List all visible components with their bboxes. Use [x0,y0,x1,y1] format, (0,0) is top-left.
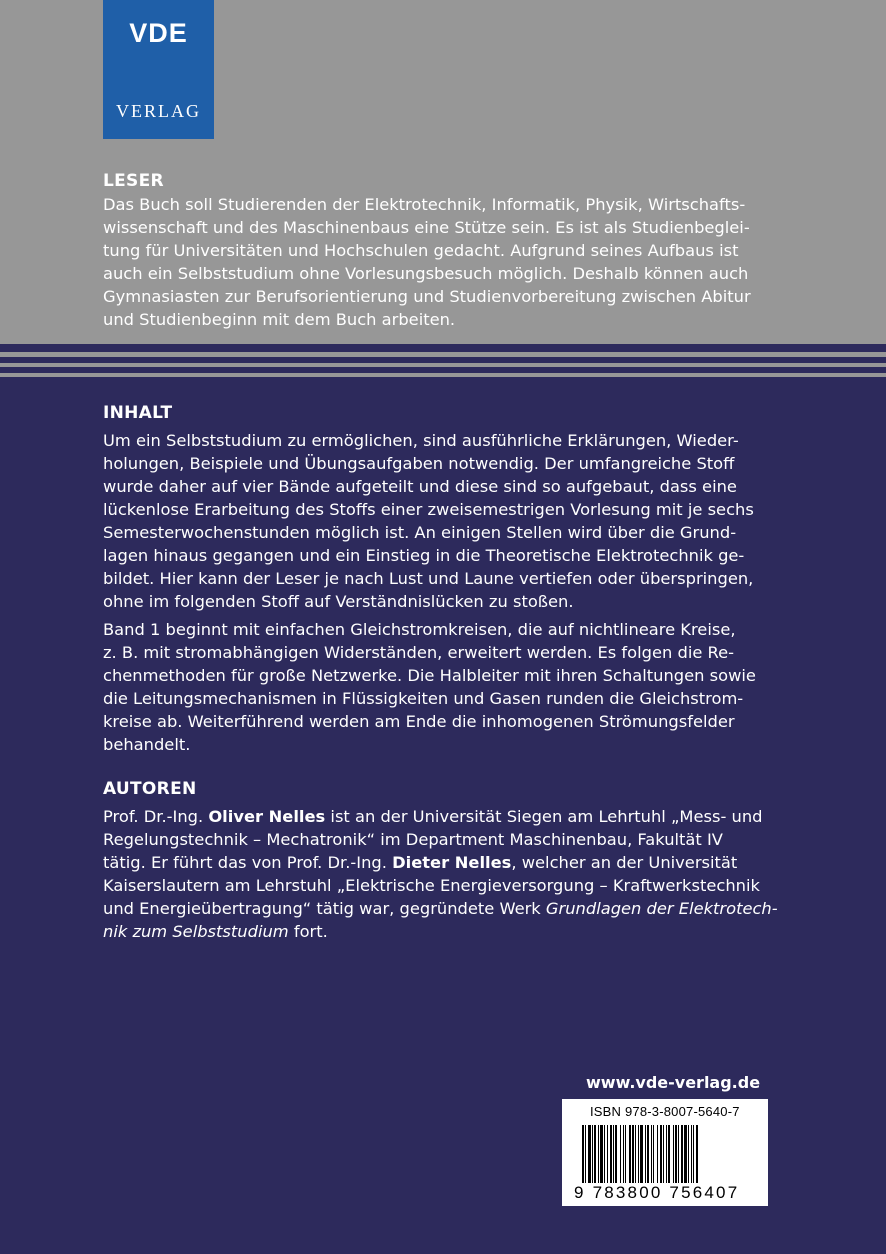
isbn-barcode [562,1099,768,1206]
autoren-heading: AUTOREN [103,779,197,799]
text-line: Kaiserslautern am Lehrstuhl „Elektrische Energieversorgung – Kraftwerkstechnik [103,876,760,895]
text-line: und Studienbeginn mit dem Buch arbeiten. [103,310,456,329]
text-line: und Energieübertragung“ tätig war, gegründete Werk Grundlagen der Elektrotech- [103,899,778,918]
barcode-bar [668,1125,670,1183]
barcode-bar [645,1125,646,1183]
text-line: chenmethoden für große Netzwerke. Die Halbleiter mit ihren Schaltungen sowie [103,666,756,685]
barcode-bar [666,1125,667,1183]
barcode-bar [623,1125,624,1183]
inhalt-heading: INHALT [103,403,173,423]
vde-verlag-logo [103,0,214,139]
barcode-bar [678,1125,679,1183]
barcode-bar [684,1125,687,1183]
barcode-bar [607,1125,608,1183]
barcode-bar [696,1125,698,1183]
barcode-bar [615,1125,617,1183]
barcode-bar [640,1125,643,1183]
barcode-bar [598,1125,599,1183]
text-line: nik zum Selbststudium fort. [103,922,328,941]
barcode-bar [635,1125,636,1183]
isbn-text: ISBN 978-3-8007-5640-7 [590,1104,740,1119]
barcode-bar [691,1125,692,1183]
barcode-bar [629,1125,631,1183]
text-line: holungen, Beispiele und Übungsaufgaben notwendig. Der umfangreiche Stoff [103,454,735,473]
author-name: Oliver Nelles [208,807,326,826]
text-line: Um ein Selbststudium zu ermöglichen, sind ausführliche Erklärungen, Wieder- [103,431,739,450]
text-line: kreise ab. Weiterführend werden am Ende die inhomogenen Strömungsfelder [103,712,735,731]
barcode-bar [588,1125,591,1183]
barcode-bar [582,1125,584,1183]
text-line: Band 1 beginnt mit einfachen Gleichstromkreisen, die auf nichtlineare Kreise, [103,620,736,639]
text-line: tung für Universitäten und Hochschulen gedacht. Aufgrund seines Aufbaus ist [103,241,739,260]
barcode-bar [660,1125,662,1183]
text-line: tätig. Er führt das von Prof. Dr.-Ing. Dieter Nelles, welcher an der Universität [103,853,738,872]
barcode-bar [688,1125,689,1183]
logo-vde-text: VDE [129,18,188,48]
barcode-bar [600,1125,603,1183]
text-line: wissenschaft und des Maschinenbaus eine Stütze sein. Es ist als Studienbeglei- [103,218,750,237]
text-line: Das Buch soll Studierenden der Elektrotechnik, Informatik, Physik, Wirtschafts- [103,195,746,214]
barcode-bar [585,1125,586,1183]
text-line: Semesterwochenstunden möglich ist. An einigen Stellen wird über die Grund- [103,523,737,542]
text-line: ohne im folgenden Stoff auf Verständnislücken zu stoßen. [103,592,574,611]
book-title: nik zum Selbststudium [103,922,289,941]
author-name: Dieter Nelles [392,853,512,872]
book-title: Grundlagen der Elektrotech- [545,899,778,918]
text-line: Prof. Dr.-Ing. Oliver Nelles ist an der Universität Siegen am Lehrtuhl „Mess- und [103,807,763,826]
leser-heading: LESER [103,171,164,191]
barcode-bar [592,1125,593,1183]
barcode-bar [693,1125,694,1183]
barcode-bar [632,1125,634,1183]
text-line: lückenlose Erarbeitung des Stoffs einer zweisemestrigen Vorlesung mit je sechs [103,500,754,519]
barcode-bars [582,1125,758,1183]
barcode-bar [625,1125,626,1183]
barcode-bar [638,1125,639,1183]
barcode-bar [681,1125,683,1183]
top-panel [0,0,886,344]
barcode-digits: 9 783800 756407 [574,1183,740,1202]
text-line: die Leitungsmechanismen in Flüssigkeiten und Gasen runden die Gleichstrom- [103,689,744,708]
barcode-bar [613,1125,614,1183]
barcode-bar [604,1125,605,1183]
divider-stripes [0,344,886,386]
website-link[interactable]: www.vde-verlag.de [586,1073,761,1092]
text-line: lagen hinaus gegangen und ein Einstieg in die Theoretische Elektrotechnik ge- [103,546,745,565]
barcode-bar [594,1125,596,1183]
text-line: bildet. Hier kann der Leser je nach Lust und Laune vertiefen oder überspringen, [103,569,754,588]
barcode-bar [673,1125,674,1183]
text-line: Regelungstechnik – Mechatronik“ im Department Maschinenbau, Fakultät IV [103,830,723,849]
barcode-bar [647,1125,649,1183]
barcode-bar [663,1125,664,1183]
barcode-bar [653,1125,654,1183]
text-line: behandelt. [103,735,191,754]
barcode-bar [610,1125,612,1183]
logo-verlag-text: VERLAG [116,101,201,121]
text-line: auch ein Selbststudium ohne Vorlesungsbesuch möglich. Deshalb können auch [103,264,749,283]
text-line: z. B. mit stromabhängigen Widerständen, erweitert werden. Es folgen die Re- [103,643,735,662]
text-line: wurde daher auf vier Bände aufgeteilt und diese sind so aufgebaut, dass eine [103,477,737,496]
barcode-bar [651,1125,652,1183]
barcode-bar [620,1125,621,1183]
barcode-bar [657,1125,658,1183]
barcode-bar [675,1125,677,1183]
text-line: Gymnasiasten zur Berufsorientierung und Studienvorbereitung zwischen Abitur [103,287,751,306]
